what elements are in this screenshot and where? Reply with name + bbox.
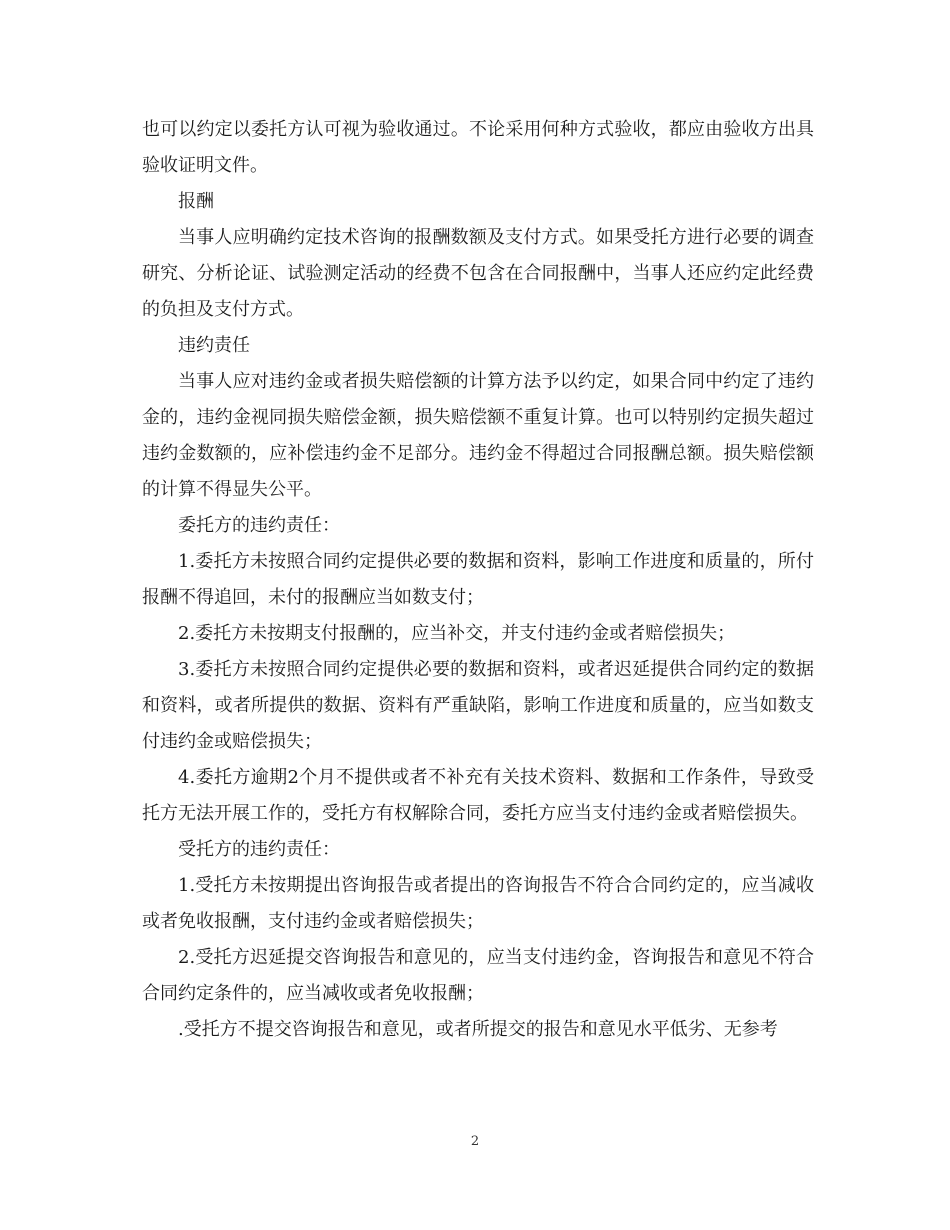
paragraph-continuation: 也可以约定以委托方认可视为验收通过。不论采用何种方式验收，都应由验收方出具验收证明文件。 (142, 119, 814, 176)
section-heading-liability: 违约责任 (178, 335, 250, 356)
list-item-contractor-1: 1.受托方未按期提出咨询报告或者提出的咨询报告不符合合同约定的，应当减收或者免收报酬，支付违约金或者赔偿损失； (142, 875, 814, 932)
section-heading-remuneration: 报酬 (178, 191, 214, 212)
list-item-contractor-2: 2.受托方迟延提交咨询报告和意见的，应当支付违约金，咨询报告和意见不符合合同约定条件的，应当减收或者免收报酬； (142, 947, 814, 1004)
subheading-contractor-liability: 受托方的违约责任： (178, 839, 340, 860)
list-item-client-4: 4.委托方逾期2个月不提供或者不补充有关技术资料、数据和工作条件，导致受托方无法开展工作的，受托方有权解除合同，委托方应当支付违约金或者赔偿损失。 (142, 767, 814, 824)
page-number: 2 (470, 1134, 480, 1149)
paragraph-liability: 当事人应对违约金或者损失赔偿额的计算方法予以约定，如果合同中约定了违约金的，违约金视同损失赔偿金额，损失赔偿额不重复计算。也可以特别约定损失超过违约金数额的，应补偿违约金不足部分。违约金不得超过合同报酬总额。损失赔偿额的计算不得显失公平。 (142, 371, 814, 500)
list-item-client-2: 2.委托方未按期支付报酬的，应当补交，并支付违约金或者赔偿损失； (178, 623, 736, 644)
subheading-client-liability: 委托方的违约责任： (178, 515, 340, 536)
document-body (142, 112, 814, 1048)
paragraph-remuneration: 当事人应明确约定技术咨询的报酬数额及支付方式。如果受托方进行必要的调查研究、分析论证、试验测定活动的经费不包含在合同报酬中，当事人还应约定此经费的负担及支付方式。 (142, 227, 814, 320)
list-item-client-3: 3.委托方未按照合同约定提供必要的数据和资料，或者迟延提供合同约定的数据和资料，或者所提供的数据、资料有严重缺陷，影响工作进度和质量的，应当如数支付违约金或赔偿损失； (142, 659, 814, 752)
list-item-contractor-3: .受托方不提交咨询报告和意见，或者所提交的报告和意见水平低劣、无参考 (178, 1019, 778, 1040)
list-item-client-1: 1.委托方未按照合同约定提供必要的数据和资料，影响工作进度和质量的，所付报酬不得追回，未付的报酬应当如数支付； (142, 551, 814, 608)
